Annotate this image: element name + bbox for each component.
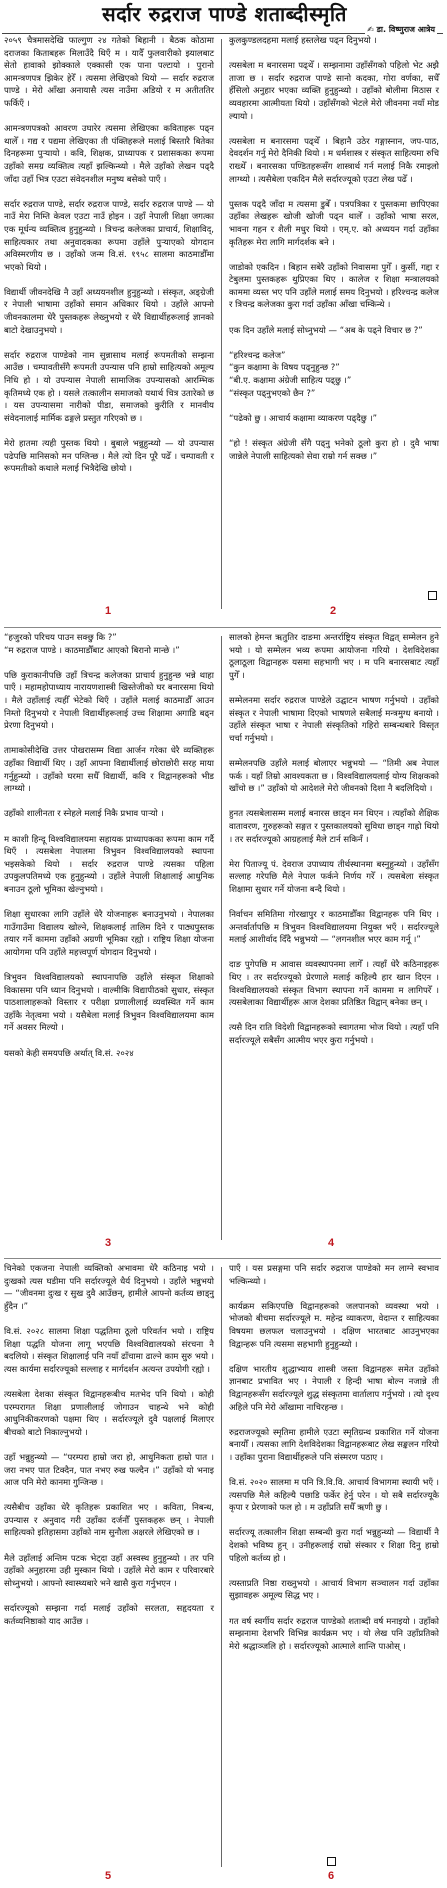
column-divider <box>221 39 222 609</box>
column-text: सालको हेमन्त ऋतुतिर दाङमा अन्तर्राष्ट्रिय संस्कृत विद्वत् सम्मेलन हुने भयो । यो सम्मेलन भव्य रूपमा आयोजना गरियो । देशविदेशका ठूलाठूला विद्वानहरू यसमा सहभागी भए । म पनि बनारसबाट त्यहाँ पुगेँ । सम्मेलनमा सर्दार रुद्रराज पाण्डेले उद्घाटन भाषण गर्नुभयो । उहाँको संस्कृत र नेपाली भाषामा दिएको भाषणले सबैलाई मन्त्रमुग्ध बनायो । उहाँले संस्कृत भाषा र नेपाली संस्कृतिको गहिरो सम्बन्धबारे विस्तृत चर्चा गर्नुभयो । सम्मेलनपछि उहाँले मलाई बोलाएर भन्नुभयो — “तिमी अब नेपाल फर्क । यहाँ तिम्रो आवश्यकता छ । विश्वविद्यालयलाई योग्य शिक्षकको खाँचो छ ।” उहाँको यो आदेशले मेरो जीवनको दिशा नै बदलिदियो । हुनत त्यसबेलासम्म मलाई बनारस छाड्न मन थिएन । त्यहाँको शैक्षिक वातावरण, गुरुहरूको सङ्गत र पुस्तकालयको सुविधा छाड्न गाह्रो थियो । तर सर्दारज्यूको आग्रहलाई मैले टार्न सकिनँ । मेरा पिताज्यू पं. देवराज उपाध्याय तीर्थस्थानमा बस्नुहुन्थ्यो । उहाँसँग सल्लाह गरेपछि मैले नेपाल फर्कने निर्णय गरेँ । त्यसबेला संस्कृत शिक्षामा सुधार गर्ने योजना बन्दै थियो । निर्वाचन समितिमा गोरखापुर र काठमाडौँका विद्वानहरू पनि थिए । अन्तर्वार्तापछि म त्रिभुवन विश्वविद्यालयमा नियुक्त भएँ । सर्दारज्यूले मलाई आशीर्वाद दिँदै भन्नुभयो — “लगनशील भएर काम गर्नू ।” दाङ पुगेपछि म आवास व्यवस्थापनमा लागेँ । त्यहाँ धेरै कठिनाइहरू थिए । तर सर्दारज्यूको प्रेरणाले मलाई कहिल्यै हार खान दिएन । विश्वविद्यालयको संस्कृत विभाग स्थापना गर्ने काममा म लागिपरेँ । त्यसबेलाका विद्यार्थीहरू आज देशका प्रतिष्ठित विद्वान् बनेका छन् । त्यसै दिन राति विदेशी विद्वानहरूको स्वागतमा भोज थियो । त्यहाँ पनि सर्दारज्यूले सबैसँग आत्मीय भएर कुरा गर्नुभयो । <box>229 633 439 1046</box>
page-number: 6 <box>328 1870 335 1882</box>
article-headline: सर्दार रुद्रराज पाण्डे शताब्दीस्मृति <box>102 2 347 26</box>
end-square-icon <box>327 1857 336 1866</box>
column-divider <box>221 636 222 1240</box>
page-number: 2 <box>330 605 337 617</box>
article-block-1 <box>0 35 445 623</box>
column-text: चिनेको एकजना नेपाली व्यक्तिको अभावमा धेरै कठिनाइ भयो । दुःखको त्यस घडीमा पनि सर्दारज्यूले धैर्य दिनुभयो । उहाँले भन्नुभयो — “जीवनमा दुःख र सुख दुवै आउँछन्, हामीले आफ्नो कर्तव्य छाड्नु हुँदैन ।” वि.सं. २०२८ सालमा शिक्षा पद्धतिमा ठूलो परिवर्तन भयो । राष्ट्रिय शिक्षा पद्धति योजना लागू भएपछि विश्वविद्यालयको संरचना नै बदलियो । संस्कृत शिक्षालाई पनि नयाँ ढाँचामा ढाल्ने काम सुरु भयो । त्यस कार्यमा सर्दारज्यूको सल्लाह र मार्गदर्शन अत्यन्त उपयोगी रह्यो । त्यसबेला देशका संस्कृत विद्वानहरूबीच मतभेद पनि थियो । कोही परम्परागत शिक्षा प्रणालीलाई जोगाउन चाहन्थे भने कोही आधुनिकीकरणको पक्षमा थिए । सर्दारज्यूले दुवै पक्षलाई मिलाएर बीचको बाटो निकाल्नुभयो । उहाँ भन्नुहुन्थ्यो — “परम्परा हाम्रो जरा हो, आधुनिकता हाम्रो पात । जरा नभए पात टिक्दैन, पात नभए रुख फल्दैन ।” उहाँको यो भनाइ आज पनि मेरो कानमा गुन्जिन्छ । त्यसैबीच उहाँका धेरै कृतिहरू प्रकाशित भए । कविता, निबन्ध, उपन्यास र अनुवाद गरी उहाँका दर्जनौँ पुस्तकहरू छन् । नेपाली साहित्यको इतिहासमा उहाँको नाम सुनौला अक्षरले लेखिएको छ । मैले उहाँलाई अन्तिम पटक भेट्दा उहाँ अस्वस्थ हुनुहुन्थ्यो । तर पनि उहाँको अनुहारमा उही मुस्कान थियो । उहाँले मेरो काम र परिवारबारे सोध्नुभयो । आफ्नो स्वास्थ्यबारे भने खासै कुरा गर्नुभएन । सर्दारज्यूको सम्झना गर्दा मलाई उहाँको सरलता, सहृदयता र कर्तव्यनिष्ठाको याद आउँछ । <box>4 1264 214 1627</box>
article-block-3 <box>0 1263 445 1888</box>
column-text: पाएँ । यस प्रसङ्गमा पनि सर्दार रुद्रराज पाण्डेको मन लाग्ने स्वभाव भल्किन्थ्यो । कार्यक्रम सकिएपछि विद्वानहरूको जलपानको व्यवस्था भयो । भोजको बीचमा सर्दारज्यूले म. महेन्द्र व्याकरण, वेदान्त र साहित्यका विषयमा छलफल चलाउनुभयो । दक्षिण भारतबाट आउनुभएका विद्वान्हरू पनि त्यसमा सहभागी हुनुहुन्थ्यो । दक्षिण भारतीय शुद्धाभ्याय शास्त्री जस्ता विद्वानहरू समेत उहाँको ज्ञानबाट प्रभावित भए । नेपाली र हिन्दी भाषा बोल्न नजान्ने ती विद्वानहरूसँग सर्दारज्यूले शुद्ध संस्कृतमा वार्तालाप गर्नुभयो । त्यो दृश्य अहिले पनि मेरो आँखामा नाचिरहन्छ । रुद्रराजज्यूको स्मृतिमा हामीले एउटा स्मृतिग्रन्थ प्रकाशित गर्ने योजना बनायौँ । त्यसका लागि देशविदेशका विद्वानहरूबाट लेख सङ्कलन गरियो । उहाँका पुराना विद्यार्थीहरूले पनि संस्मरण पठाए । वि.सं. २०२० सालमा म पनि त्रि.वि.वि. आचार्य विभागमा स्थायी भएँ । त्यसपछि मैले कहिल्यै पछाडि फर्केर हेर्नु परेन । यो सबै सर्दारज्यूकै कृपा र प्रेरणाको फल हो । म उहाँप्रति सधैँ ऋणी छु । सर्दारज्यू तत्कालीन शिक्षा सम्बन्धी कुरा गर्दा भन्नुहुन्थ्यो — विद्यार्थी नै देशको भविष्य हुन् । उनीहरूलाई राम्रो संस्कार र शिक्षा दिनु हाम्रो पहिलो कर्तव्य हो । त्यस्ताप्रति निष्ठा राख्नुभयो । आचार्य विभाग सञ्चालन गर्दा उहाँका सुझावहरू अमूल्य सिद्ध भए । गत वर्ष स्वर्गीय सर्दार रुद्रराज पाण्डेको शताब्दी वर्ष मनाइयो । उहाँको सम्झनामा देशभरि विभिन्न कार्यक्रम भए । यो लेख पनि उहाँप्रतिको मेरो श्रद्धाञ्जलि हो । सर्दारज्यूको आत्माले शान्ति पाओस् । <box>229 1264 439 1652</box>
author-byline: ✍ डा. विष्णुराज आत्रेय <box>367 25 435 34</box>
section-divider <box>4 1258 441 1259</box>
article-column-6 <box>229 1263 439 1853</box>
headline-band <box>2 0 443 34</box>
end-square-icon <box>428 591 437 600</box>
column-text: कुलकुण्डलदहमा मलाई हस्तलेख पढ्न दिनुभयो । त्यसबेला म बनारसमा पढ्थेँ । सम्झनामा उहाँसँगको पहिलो भेट अझै ताजा छ । सर्दार रुद्रराज पाण्डे सानो कदका, गोरा वर्णका, सधैँ हँसिलो अनुहार भएका व्यक्ति हुनुहुन्थ्यो । उहाँको बोलीमा मिठास र व्यवहारमा आत्मीयता थियो । उहाँसँगको भेटले मेरो जीवनमा नयाँ मोड ल्यायो । त्यसबेला म बनारसमा पढ्थेँ । बिहानै उठेर गङ्गास्नान, जप-पाठ, देवदर्शन गर्नु मेरो दैनिकी थियो । म धर्मशास्त्र र संस्कृत साहित्यमा रुचि राख्थेँ । बनारसका पण्डितहरूसँग शास्त्रार्थ गर्न मलाई निकै रमाइलो लाग्थ्यो । त्यसैबेला एकदिन मैले सर्दारज्यूको एउटा लेख पढेँ । पुस्तक पढ्दै जाँदा म त्यसमा डुबेँ । पत्रपत्रिका र पुस्तकमा छापिएका उहाँका लेखहरू खोजी खोजी पढ्न थालेँ । उहाँको भाषा सरल, भावना गहन र शैली मधुर थियो । एम्.ए. को अध्ययन गर्दा उहाँका कृतिहरू मेरा लागि मार्गदर्शक बने । जाडोको एकदिन । बिहान सबेरै उहाँको निवासमा पुगेँ । कुर्सी, गद्दा र टेबुलमा पुस्तकहरू थुप्रिएका थिए । कालेज र शिक्षा मन्त्रालयको काममा व्यस्त भए पनि उहाँले मलाई समय दिनुभयो । हरिश्चन्द्र कलेज र त्रिचन्द्र कलेजका कुरा गर्दा उहाँका आँखा चम्किन्थे । एक दिन उहाँले मलाई सोध्नुभयो — “अब के पढ्ने विचार छ ?” “हरिश्चन्द्र कलेज” “कुन कक्षामा के विषय पढ्नुहुन्छ ?” “बी.ए. कक्षामा अंग्रेजी साहित्य पढ्छु ।” “संस्कृत पढ्नुभएको छैन ?” “पढेको छु । आचार्य कक्षामा व्याकरण पढ्दैछु ।” “हो ! संस्कृत अंग्रेजी सँगै पढ्नु भनेको ठूलो कुरा हो । दुवै भाषा जान्नेले नेपाली साहित्यको सेवा राम्रो गर्न सक्छ ।” <box>229 36 439 462</box>
page-number: 5 <box>105 1870 112 1882</box>
column-text: “हजुरको परिचय पाउन सक्छु कि ?” “म रुद्रराज पाण्डे । काठमाडौँबाट आएको बिरानो मान्छे ।” पछि कुराकानीपछि उहाँ त्रिचन्द्र कलेजका प्राचार्य हुनुहुन्छ भन्ने थाहा पाएँ । महामहोपाध्याय नारायणशास्त्री खिस्तेजीको घर बनारसमा थियो । मैले उहाँलाई त्यहीँ भेटेको थिएँ । उहाँले मलाई काठमाडौँ आउन निम्तो दिनुभयो र नेपाली विद्यार्थीहरूलाई उच्च शिक्षामा अगाडि बढ्न प्रेरणा दिनुभयो । तामाकोसीदेखि उत्तर पोखरासम्म विद्या आर्जन गरेका धेरै व्यक्तिहरू उहाँका विद्यार्थी थिए । उहाँ आफ्ना विद्यार्थीलाई छोराछोरी सरह माया गर्नुहुन्थ्यो । उहाँको घरमा सधैँ विद्यार्थी, कवि र विद्वानहरूको भीड लाग्थ्यो । उहाँको शालीनता र स्नेहले मलाई निकै प्रभाव पाऱ्यो । म काशी हिन्दू विश्वविद्यालयमा सहायक प्राध्यापकका रूपमा काम गर्दै थिएँ । त्यसबेला नेपालमा त्रिभुवन विश्वविद्यालयको स्थापना भइसकेको थियो । सर्दार रुद्रराज पाण्डे त्यसका पहिला उपकुलपतिमध्ये एक हुनुहुन्थ्यो । उहाँले नेपाली शिक्षालाई आधुनिक बनाउन ठूलो भूमिका खेल्नुभयो । शिक्षा सुधारका लागि उहाँले धेरै योजनाहरू बनाउनुभयो । नेपालका गाउँगाउँमा विद्यालय खोल्ने, शिक्षकलाई तालिम दिने र पाठ्यपुस्तक तयार गर्ने काममा उहाँको अग्रणी भूमिका रह्यो । राष्ट्रिय शिक्षा योजना आयोगमा पनि उहाँले महत्त्वपूर्ण योगदान दिनुभयो । त्रिभुवन विश्वविद्यालयको स्थापनापछि उहाँले संस्कृत शिक्षाको विकासमा पनि ध्यान दिनुभयो । वाल्मीकि विद्यापीठको सुधार, संस्कृत पाठशालाहरूको विस्तार र परीक्षा प्रणालीलाई व्यवस्थित गर्ने काम उहाँकै नेतृत्वमा भयो । यसैबेला मलाई त्रिभुवन विश्वविद्यालयमा काम गर्ने अवसर मिल्यो । यसको केही समयपछि अर्थात् वि.सं. २०२४ <box>4 633 214 1059</box>
article-column-5 <box>4 1263 214 1861</box>
column-text: २०५९ चैत्रमासदेखि फाल्गुण २४ गतेको बिहानी । बैठक कोठामा दराजका किताबहरू मिलाउँदै थिएँ म । यादैँ फुलवारीको झ्यालबाट सेतो हावाको झोक्काले एक्कासी एक पाना पल्टायो । पुरानो आमन्त्रणपत्र झिकेर हेरेँ । त्यसमा लेखिएको थियो — सर्दार रुद्रराज पाण्डे । मेरो आँखा अनायासै त्यस नाउँमा अडियो र म अतीततिर फर्किएँ । आमन्त्रणपत्रको आवरण उघारेर त्यसमा लेखिएका कविताहरू पढ्न थालेँ । गद्य र पद्यमा लेखिएका ती पंक्तिहरूले मलाई बिस्तारै बितेका दिनहरूमा पुऱ्यायो । कवि, शिक्षक, प्राध्यापक र प्रशासकका रूपमा उहाँको समग्र व्यक्तित्व त्यहाँ झल्किन्थ्यो । मैले उहाँको लेखन पढ्दै जाँदा उहाँ भित्र एउटा संवेदनशील मनुष्य बसेको पाएँ । सर्दार रुद्रराज पाण्डे, सर्दार रुद्रराज पाण्डे, सर्दार रुद्रराज पाण्डे — यो नाउँ मेरा निम्ति केवल एउटा नाउँ होइन । उहाँ नेपाली शिक्षा जगत्का एक मूर्धन्य व्यक्तित्व हुनुहुन्थ्यो । त्रिचन्द्र कलेजका प्राचार्य, शिक्षाविद्, साहित्यकार तथा अनुवादकका रूपमा उहाँले पुऱ्याएको योगदान अविस्मरणीय छ । उहाँको जन्म वि.सं. १९५८ सालमा काठमाडौँमा भएको थियो । विद्यार्थी जीवनदेखि नै उहाँ अध्ययनशील हुनुहुन्थ्यो । संस्कृत, अङ्ग्रेजी र नेपाली भाषामा उहाँको समान अधिकार थियो । उहाँले आफ्नो जीवनकालमा धेरै पुस्तकहरू लेख्नुभयो र धेरै विद्यार्थीहरूलाई ज्ञानको बाटो देखाउनुभयो । सर्दार रुद्रराज पाण्डेको नाम सुन्नासाथ मलाई रूपमतीको सम्झना आउँछ । चम्पावतीसँगै रूपमती उपन्यास पनि हाम्रो साहित्यको अमूल्य निधि हो । यो उपन्यास नेपाली सामाजिक उपन्यासको आरम्भिक कृतिमध्ये एक हो । यसले तत्कालीन समाजको यथार्थ चित्र उतारेको छ । यस उपन्यासमा नारीको पीडा, समाजको कुरीति र मानवीय संवेदनालाई मार्मिक ढङ्गले प्रस्तुत गरिएको छ । मेरो हातमा त्यही पुस्तक थियो । बुबाले भन्नुहुन्थ्यो — यो उपन्यास पढेपछि मानिसको मन पग्लिन्छ । मैले त्यो दिन पूरै पढेँ । चम्पावती र रूपमतीको कथाले मलाई भित्रैदेखि छोयो । <box>4 36 214 475</box>
column-divider <box>221 1267 222 1867</box>
article-column-1 <box>4 35 214 601</box>
article-block-2 <box>0 632 445 1254</box>
section-divider <box>4 627 441 628</box>
article-column-4 <box>229 632 439 1234</box>
article-column-2 <box>229 35 439 601</box>
page-number: 3 <box>105 1237 112 1249</box>
article-column-3 <box>4 632 214 1234</box>
page-number: 4 <box>328 1237 335 1249</box>
page-number: 1 <box>105 605 112 617</box>
